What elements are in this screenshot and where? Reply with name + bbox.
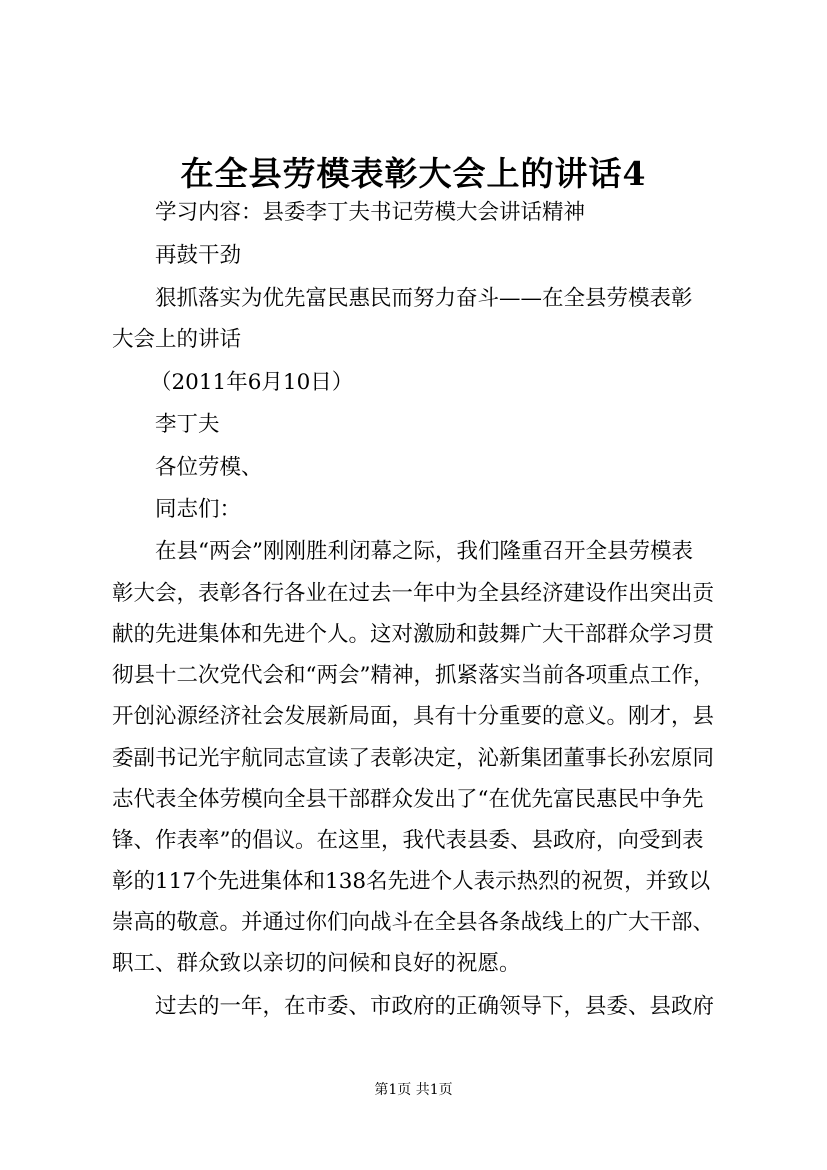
paragraph-line: 志代表全体劳模向全县干部群众发出了“在优先富民惠民中争先 [112, 787, 704, 812]
speaker-name: 李丁夫 [155, 412, 220, 437]
paragraph-line: 职工、群众致以亲切的问候和良好的祝愿。 [112, 951, 521, 976]
salutation-line-2: 同志们： [155, 497, 242, 522]
subtitle-line-2: 狠抓落实为优先富民惠民而努力奋斗——在全县劳模表彰 [155, 286, 693, 311]
paragraph-line: 彰大会，表彰各行各业在过去一年中为全县经济建设作出突出贡 [112, 581, 715, 606]
subtitle-line-3: 大会上的讲话 [112, 327, 242, 352]
date-line: （2011年6月10日） [150, 370, 354, 395]
paragraph-line: 崇高的敬意。并通过你们向战斗在全县各条战线上的广大干部、 [112, 910, 715, 935]
study-content-line: 学习内容：县委李丁夫书记劳模大会讲话精神 [155, 200, 586, 225]
paragraph-line: 过去的一年，在市委、市政府的正确领导下，县委、县政府 [155, 994, 715, 1019]
paragraph-line: 在县“两会”刚刚胜利闭幕之际，我们隆重召开全县劳模表 [155, 539, 693, 564]
page-number-footer: 第1页 共1页 [374, 1082, 453, 1098]
document-title: 在全县劳模表彰大会上的讲话4 [180, 154, 647, 193]
paragraph-line: 献的先进集体和先进个人。这对激励和鼓舞广大干部群众学习贯 [112, 622, 715, 647]
salutation-line-1: 各位劳模、 [155, 455, 263, 480]
paragraph-line: 委副书记光宇航同志宣读了表彰决定，沁新集团董事长孙宏原同 [112, 746, 715, 771]
paragraph-line: 开创沁源经济社会发展新局面，具有十分重要的意义。刚才，县 [112, 704, 715, 729]
subtitle-line-1: 再鼓干劲 [155, 243, 242, 268]
paragraph-line: 彻县十二次党代会和“两会”精神，抓紧落实当前各项重点工作， [112, 663, 715, 688]
paragraph-line: 彰的117个先进集体和138名先进个人表示热烈的祝贺，并致以 [112, 869, 711, 894]
paragraph-line: 锋、作表率”的倡议。在这里，我代表县委、县政府，向受到表 [112, 828, 704, 853]
